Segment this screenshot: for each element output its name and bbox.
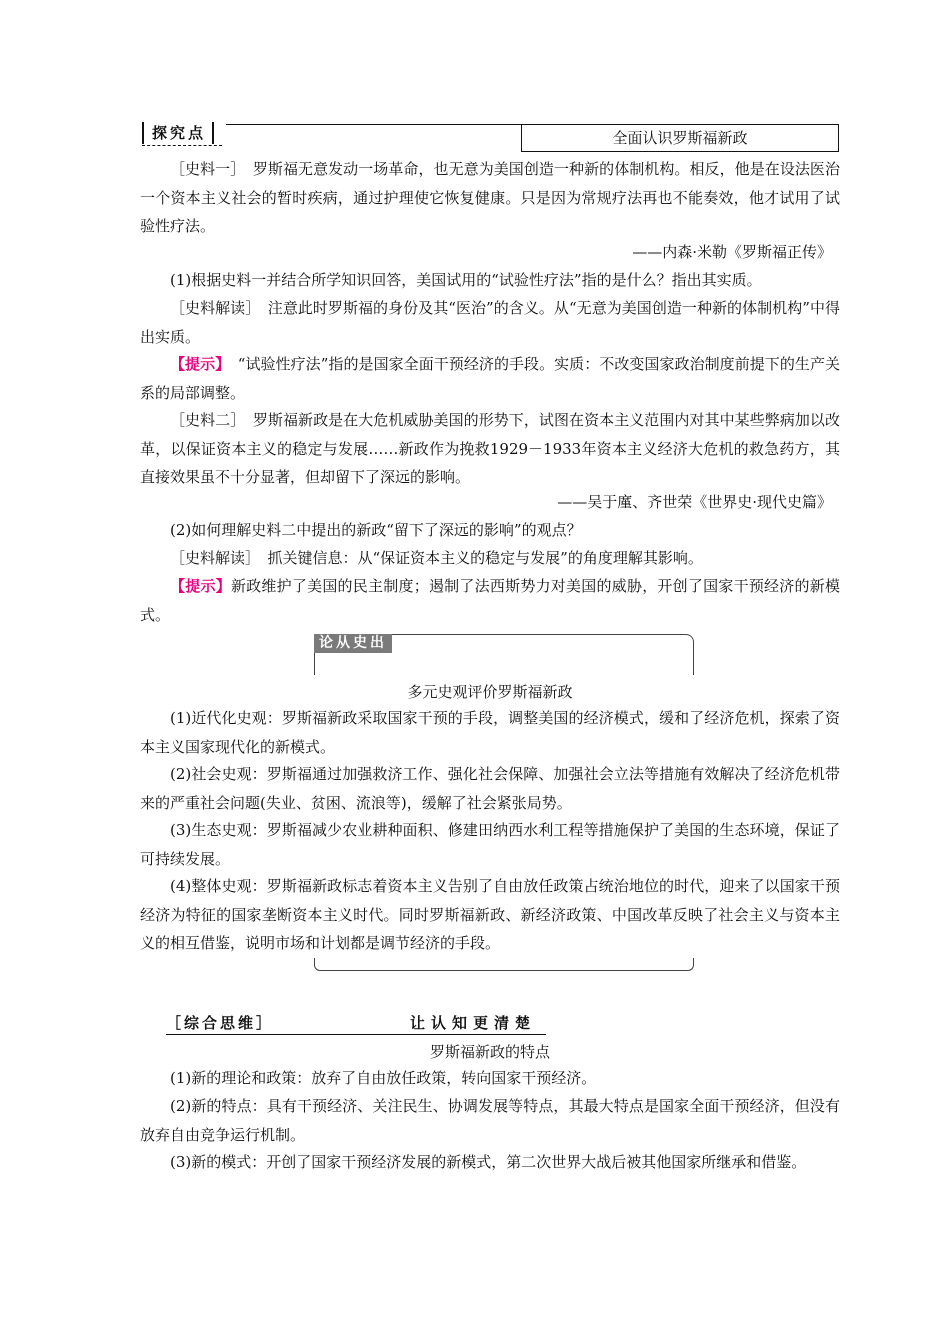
hint-text: 新政维护了美国的民主制度；遏制了法西斯势力对美国的威胁，开创了国家干预经济的新模式。 xyxy=(140,577,840,624)
source-material-2: ［史料二］ 罗斯福新政是在大危机威胁美国的形势下，试图在资本主义范围内对其中某些弊病加以改革，以保证资本主义的稳定与发展……新政作为挽救1929－1933年资本主义经济大危机的救急药方，其直接效果虽不十分显著，但却留下了深远的影响。 xyxy=(140,411,840,486)
interpretation-2: ［史料解读］ 抓关键信息：从“保证资本主义的稳定与发展”的角度理解其影响。 xyxy=(170,549,703,567)
section-subtitle: 让认知更清楚 xyxy=(410,1014,537,1032)
question-2: (2)如何理解史料二中提出的新政“留下了深远的影响”的观点？ xyxy=(170,521,582,539)
viewpoint-item: (3)生态史观：罗斯福减少农业耕种面积、修建田纳西水利工程等措施保护了美国的生态环境，保证了可持续发展。 xyxy=(140,821,840,868)
question-1: (1)根据史料一并结合所学知识回答，美国试用的“试验性疗法”指的是什么？指出其实质。 xyxy=(170,271,762,289)
source-material-1: ［史料一］ 罗斯福无意发动一场革命，也无意为美国创造一种新的体制机构。相反，他是在设法医治一个资本主义社会的暂时疾病，通过护理使它恢复健康。只是因为常规疗法再也不能奏效，他才试用了试验性疗法。 xyxy=(140,160,840,235)
section-label-luncongshichu: 论从史出 xyxy=(314,634,392,653)
hint-2 xyxy=(140,572,840,629)
section-title-2: 多元史观评价罗斯福新政 xyxy=(407,683,573,701)
feature-item: (3)新的模式：开创了国家干预经济发展的新模式，第二次世界大战后被其他国家所继承和借鉴。 xyxy=(170,1153,807,1171)
section-title-3: 罗斯福新政的特点 xyxy=(429,1043,550,1061)
viewpoint-item: (1)近代化史观：罗斯福新政采取国家干预的手段，调整美国的经济模式，缓和了经济危机，探索了资本主义国家现代化的新模式。 xyxy=(140,709,840,756)
source-citation-1: ——内森·米勒《罗斯福正传》 xyxy=(632,243,832,261)
hint-label: 【提示】 xyxy=(170,355,223,373)
source-citation-2: ——吴于廑、齐世荣《世界史·现代史篇》 xyxy=(557,493,832,511)
hint-1 xyxy=(140,350,840,407)
feature-item: (2)新的特点：具有干预经济、关注民生、协调发展等特点，其最大特点是国家全面干预经济，但没有放弃自由竞争运行机制。 xyxy=(140,1097,840,1144)
header-rule xyxy=(226,124,522,125)
viewpoint-item: (4)整体史观：罗斯福新政标志着资本主义告别了自由放任政策占统治地位的时代，迎来了以国家干预经济为特征的国家垄断资本主义时代。同时罗斯福新政、新经济政策、中国改革反映了社会主义与资本主义的相互借鉴，说明市场和计划都是调节经济的手段。 xyxy=(140,877,840,952)
hint-label: 【提示】 xyxy=(170,577,231,595)
section-title-box: 全面认识罗斯福新政 xyxy=(521,124,839,152)
section-label-zonghesiwei: ［综合思维］ xyxy=(166,1014,275,1032)
section-underline xyxy=(166,1034,546,1035)
label-dash-underline xyxy=(142,145,222,146)
hint-text: “试验性疗法”指的是国家全面干预经济的手段。实质：不改变国家政治制度前提下的生产关系的局部调整。 xyxy=(140,355,840,402)
section-label-tanjiudian: 探究点 xyxy=(142,122,214,144)
viewpoint-item: (2)社会史观：罗斯福通过加强救济工作、强化社会保障、加强社会立法等措施有效解决了经济危机带来的严重社会问题(失业、贫困、流浪等)，缓解了社会紧张局势。 xyxy=(140,765,840,812)
interpretation-1: ［史料解读］ 注意此时罗斯福的身份及其“医治”的含义。从“无意为美国创造一种新的体制机构”中得出实质。 xyxy=(140,299,840,346)
feature-item: (1)新的理论和政策：放弃了自由放任政策，转向国家干预经济。 xyxy=(170,1069,597,1087)
lun-cong-shi-chu-frame-bottom xyxy=(314,958,694,971)
